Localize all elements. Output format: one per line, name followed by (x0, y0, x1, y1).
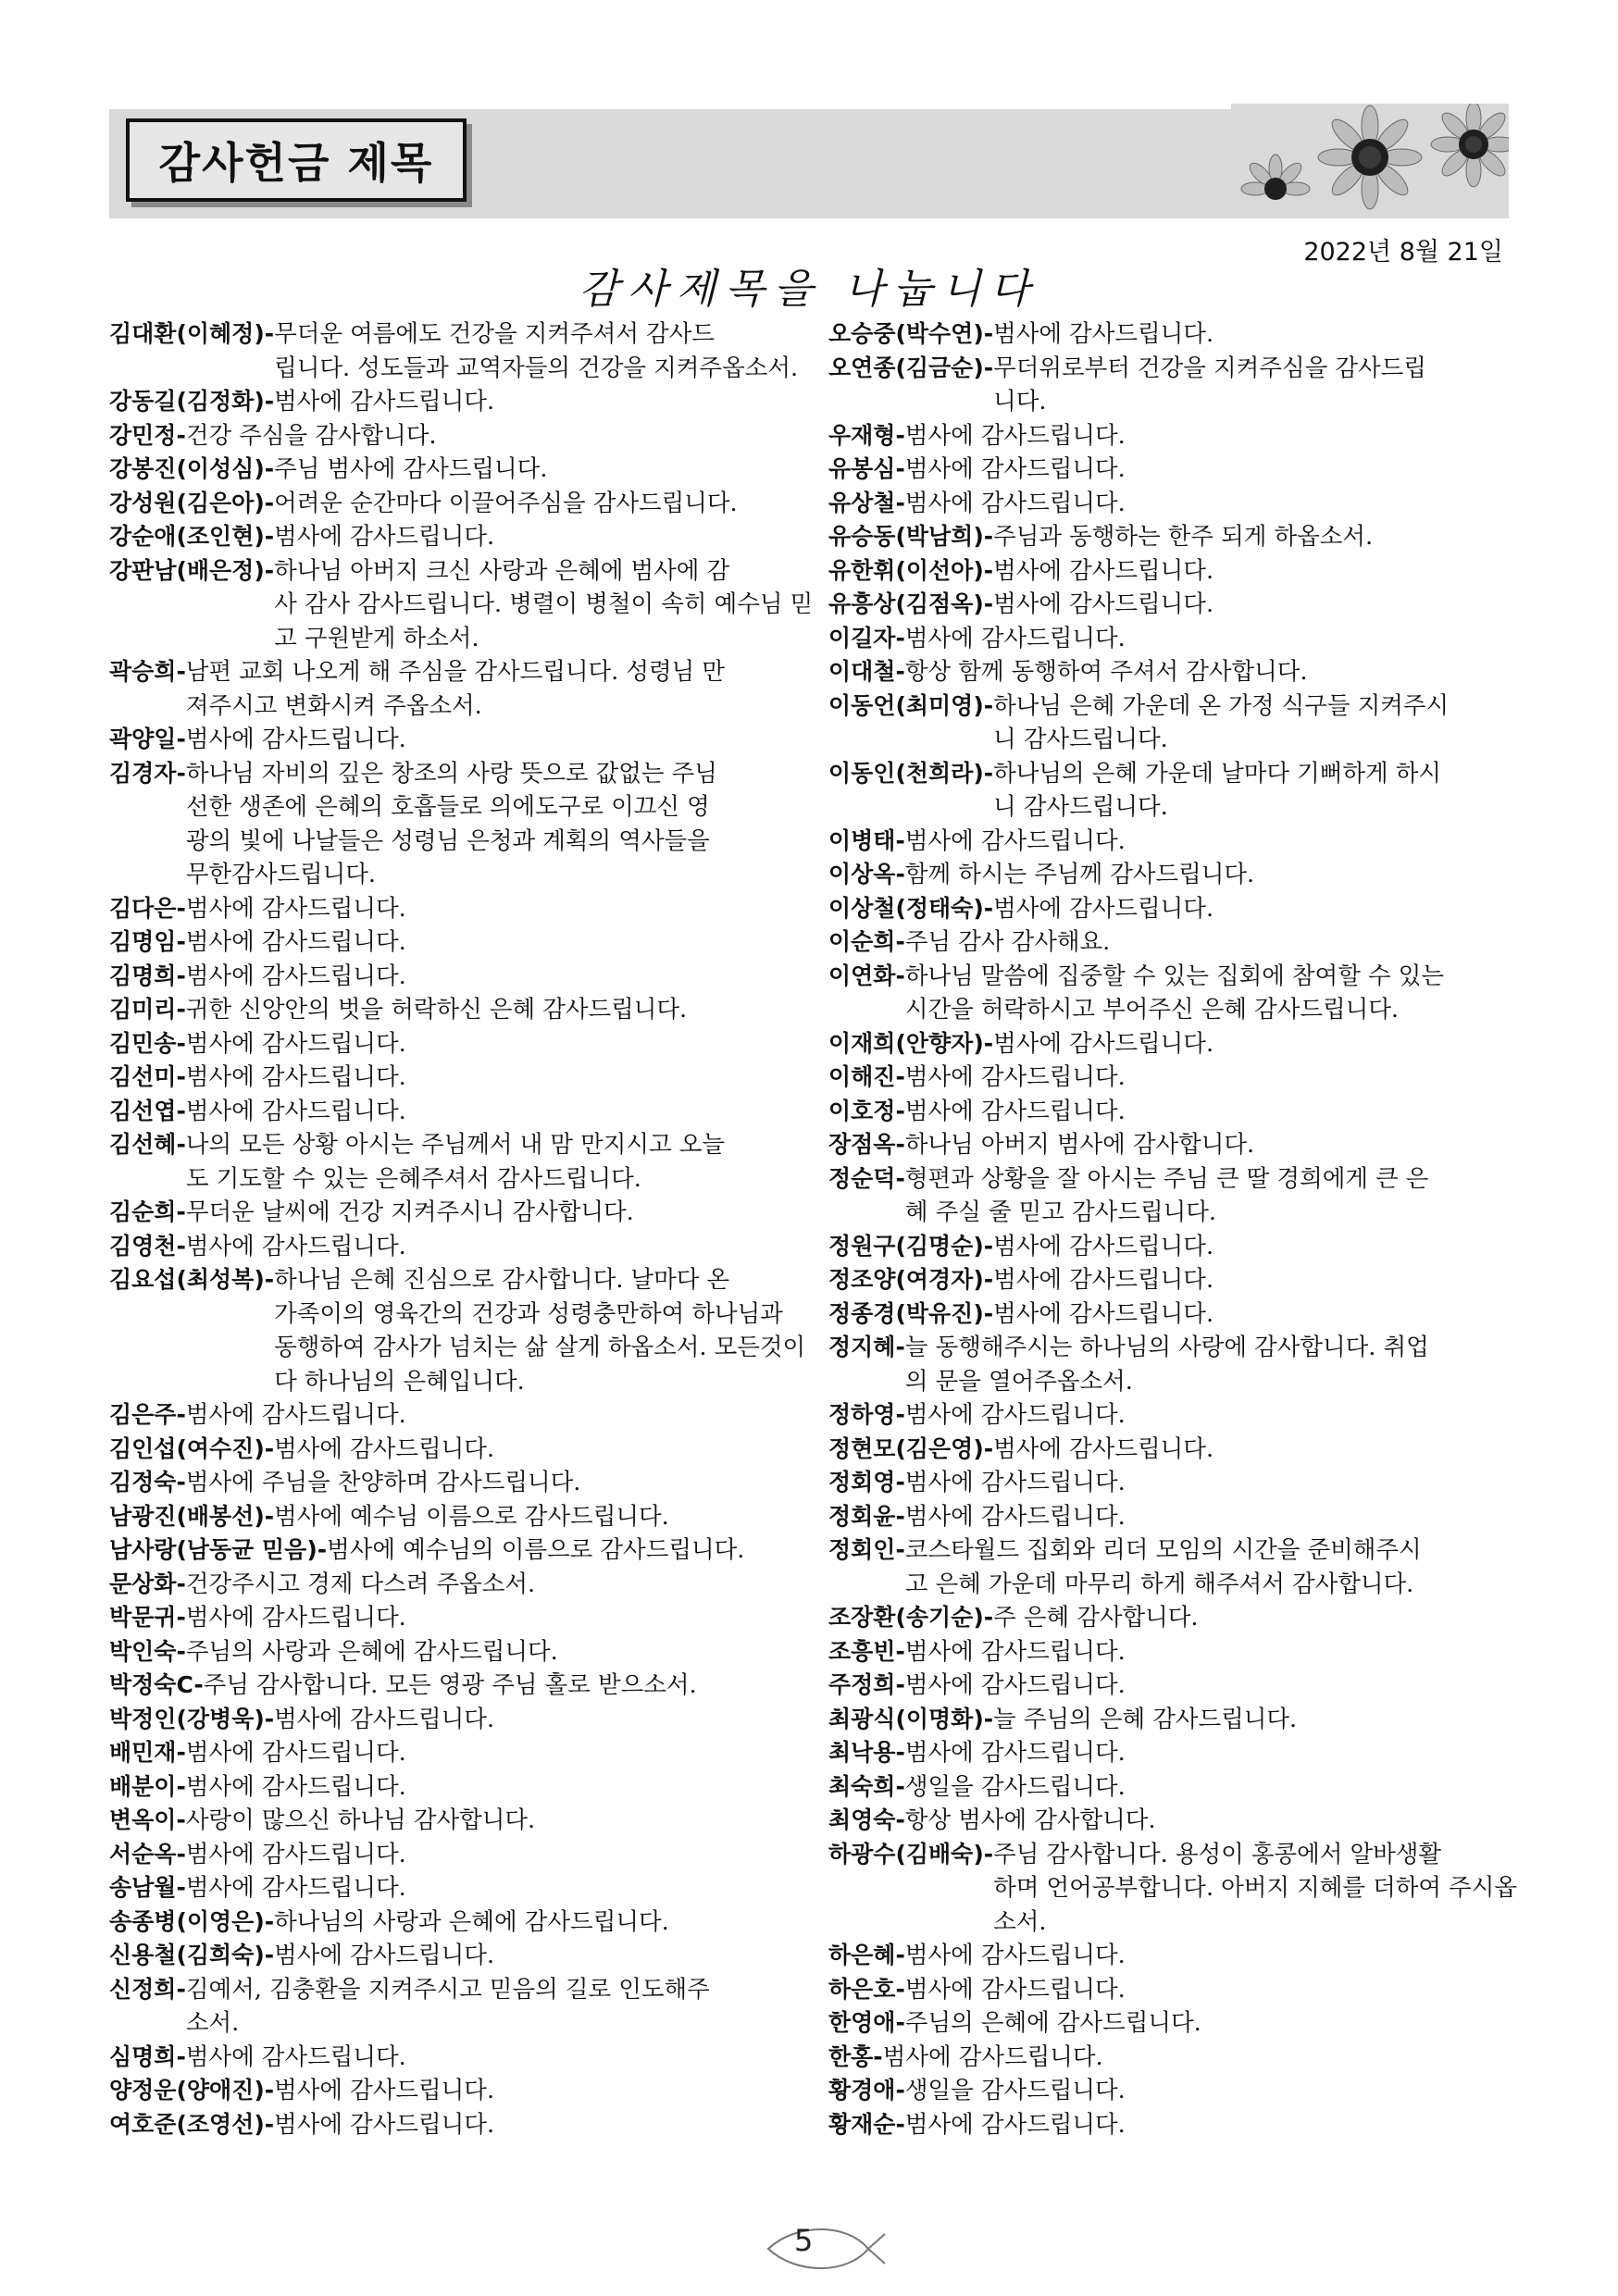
thanks-message: 하나님 은혜 진심으로 감사합니다. 날마다 온 (274, 1266, 730, 1294)
thanks-message-continued: 시간을 허락하시고 부어주신 은혜 감사드립니다. (904, 996, 1400, 1024)
member-name: 오연종(김금순)- (828, 354, 994, 381)
sunflower-image (1231, 104, 1509, 218)
thanks-message: 주님과 동행하는 한주 되게 하옵소서. (993, 523, 1374, 551)
thanks-message: 건강 주심을 감사합니다. (185, 421, 437, 450)
member-name: 박문귀- (109, 1604, 186, 1631)
member-name: 유상철- (828, 489, 905, 516)
thanks-entry (828, 1297, 1532, 1332)
thanks-entry (828, 554, 1532, 589)
thanks-entry (828, 588, 1532, 622)
member-name: 김선혜- (109, 1131, 186, 1158)
thanks-message: 범사에 감사드립니다. (904, 1063, 1126, 1091)
thanks-message: 범사에 감사드립니다. (274, 1434, 495, 1463)
thanks-message: 주님의 사랑과 은혜에 감사드립니다. (185, 1637, 558, 1666)
thanks-message-continued: 다 하나님의 은혜입니다. (274, 1367, 525, 1396)
section-title-box (126, 118, 467, 202)
thanks-entry (828, 1770, 1532, 1805)
member-name: 김은주- (109, 1401, 186, 1428)
member-name: 주정희- (828, 1671, 905, 1698)
thanks-entry (828, 1669, 1532, 1703)
thanks-message-continued: 선한 생존에 은혜의 호흡들로 의에도구로 이끄신 영 (185, 793, 710, 821)
thanks-message: 범사에 감사드립니다. (904, 455, 1126, 483)
thanks-entry (109, 892, 813, 926)
thanks-entry (109, 1601, 813, 1635)
thanks-entry (109, 1027, 813, 1061)
thanks-message: 범사에 감사드립니다. (904, 1637, 1126, 1666)
thanks-entry (109, 960, 813, 994)
thanks-message: 무더운 날씨에 건강 지켜주시니 감사합니다. (185, 1198, 634, 1226)
member-name: 여호준(조영선)- (109, 2110, 275, 2138)
thanks-message: 하나님 은혜 가운데 온 가정 식구들 지켜주시 (993, 691, 1450, 720)
thanks-message-continued: 의 문을 열어주옵소서. (904, 1367, 1133, 1396)
thanks-message: 범사에 감사드립니다. (185, 1739, 406, 1767)
thanks-entry (109, 317, 813, 385)
thanks-entry (828, 1128, 1532, 1162)
member-name: 정회인- (828, 1536, 905, 1563)
thanks-entry (828, 689, 1532, 757)
member-name: 김영천- (109, 1232, 186, 1260)
thanks-message-continued: 혜 주실 줄 믿고 감사드립니다. (904, 1198, 1216, 1226)
member-name: 정조양(여경자)- (828, 1266, 994, 1293)
member-name: 김인섭(여수진)- (109, 1434, 275, 1462)
thanks-message: 범사에 감사드립니다. (993, 1434, 1214, 1463)
thanks-entry (828, 1973, 1532, 2007)
thanks-message: 범사에 예수님의 이름으로 감사드립니다. (327, 1536, 745, 1564)
member-name: 정회영- (828, 1469, 905, 1496)
thanks-message: 생일을 감사드립니다. (904, 1772, 1126, 1801)
thanks-entry (828, 1635, 1532, 1669)
member-name: 배분이- (109, 1772, 186, 1800)
thanks-message-continued: 립니다. 성도들과 교역자들의 건강을 지켜주옵소서. (274, 354, 799, 382)
member-name: 정하영- (828, 1401, 905, 1428)
thanks-message: 범사에 감사드립니다. (185, 1232, 406, 1260)
member-name: 이동인(천희라)- (828, 759, 994, 787)
thanks-message: 범사에 감사드립니다. (185, 1772, 406, 1801)
member-name: 최숙희- (828, 1772, 905, 1800)
member-name: 박인숙- (109, 1637, 186, 1665)
thanks-entry (109, 554, 813, 656)
thanks-message: 범사에 감사드립니다. (904, 1975, 1126, 2004)
thanks-message: 항상 범사에 감사합니다. (904, 1806, 1156, 1834)
thanks-message: 범사에 감사드립니다. (185, 1029, 406, 1058)
member-name: 서순옥- (109, 1840, 186, 1868)
thanks-entry (828, 1466, 1532, 1500)
member-name: 양정운(양애진)- (109, 2077, 275, 2104)
issue-date: 2022년 8월 21일 (1303, 238, 1503, 267)
member-name: 김경자- (109, 759, 186, 787)
member-name: 송남월- (109, 1874, 186, 1901)
thanks-entry (828, 858, 1532, 892)
thanks-entry (109, 925, 813, 960)
member-name: 김요섭(최성복)- (109, 1266, 275, 1293)
thanks-entry (828, 1736, 1532, 1770)
member-name: 하은혜- (828, 1942, 905, 1968)
thanks-message-continued: 져주시고 변화시켜 주옵소서. (185, 691, 482, 720)
thanks-message-continued: 광의 빛에 나날들은 성령님 은청과 계획의 역사들을 (185, 826, 710, 855)
member-name: 최광식(이명화)- (828, 1705, 994, 1732)
thanks-message: 함께 하시는 주님께 감사드립니다. (904, 861, 1255, 888)
member-name: 강동길(김정화)- (109, 388, 275, 415)
member-name: 신용철(김희숙)- (109, 1942, 275, 1968)
member-name: 이재희(안향자)- (828, 1029, 994, 1057)
thanks-entry (828, 1939, 1532, 1973)
thanks-entry (828, 2041, 1532, 2075)
member-name: 조흥빈- (828, 1637, 905, 1665)
thanks-message-continued: 니 감사드립니다. (993, 726, 1168, 753)
thanks-message: 범사에 감사드립니다. (185, 2042, 406, 2071)
thanks-message: 범사에 감사드립니다. (904, 826, 1126, 855)
member-name: 정원구(김명순)- (828, 1232, 994, 1260)
member-name: 김미리- (109, 996, 186, 1023)
member-name: 최낙용- (828, 1739, 905, 1766)
thanks-message: 범사에 감사드립니다. (993, 894, 1214, 923)
thanks-message: 범사에 감사드립니다. (274, 2077, 495, 2104)
thanks-entry (109, 1669, 813, 1703)
thanks-entry (828, 1162, 1532, 1230)
thanks-message: 늘 동행해주시는 하나님의 사랑에 감사합니다. 취업 (904, 1334, 1429, 1361)
thanks-message: 사랑이 많으신 하나님 감사합니다. (185, 1806, 536, 1834)
member-name: 김선엽- (109, 1097, 186, 1124)
member-name: 정종경(박유진)- (828, 1299, 994, 1327)
thanks-message: 하나님 말씀에 집중할 수 있는 집회에 참여할 수 있는 (904, 962, 1444, 990)
thanks-entry (828, 1061, 1532, 1095)
thanks-message: 범사에 감사드립니다. (274, 1942, 495, 1969)
thanks-entry (109, 487, 813, 521)
thanks-entry (828, 1804, 1532, 1838)
thanks-message-continued: 도 기도할 수 있는 은혜주셔서 감사드립니다. (185, 1164, 641, 1193)
member-name: 우재형- (828, 421, 905, 449)
member-name: 이해진- (828, 1063, 905, 1090)
thanks-message: 범사에 감사드립니다. (185, 894, 406, 923)
member-name: 하은호- (828, 1975, 905, 2003)
thanks-message: 범사에 감사드립니다. (904, 1942, 1126, 1969)
thanks-message: 범사에 감사드립니다. (993, 1232, 1214, 1260)
thanks-message: 하나님 자비의 깊은 창조의 사랑 뜻으로 값없는 주님 (185, 759, 717, 788)
member-name: 곽승희- (109, 658, 186, 685)
section-title: 감사헌금 제목 (158, 138, 434, 188)
thanks-message: 범사에 감사드립니다. (993, 320, 1214, 348)
thanks-entry (109, 1568, 813, 1602)
thanks-message: 주님의 은혜에 감사드립니다. (904, 2009, 1201, 2037)
thanks-message: 범사에 감사드립니다. (904, 624, 1126, 652)
member-name: 한홍- (828, 2042, 883, 2070)
thanks-entry (828, 825, 1532, 859)
thanks-entry (109, 1804, 813, 1838)
member-name: 박정숙C- (109, 1671, 204, 1698)
thanks-message: 귀한 신앙안의 벗을 허락하신 은혜 감사드립니다. (185, 996, 688, 1024)
member-name: 강봉진(이성심)- (109, 455, 275, 482)
member-name: 정회윤- (828, 1502, 905, 1530)
member-name: 유흥상(김점옥)- (828, 590, 994, 617)
thanks-message: 하나님 아버지 범사에 감사합니다. (904, 1131, 1255, 1159)
member-name: 강판남(배은정)- (109, 556, 275, 584)
thanks-message: 생일을 감사드립니다. (904, 2077, 1126, 2104)
member-name: 최영숙- (828, 1806, 905, 1833)
member-name: 한영애- (828, 2009, 905, 2036)
thanks-message-continued: 고 은혜 가운데 마무리 하게 해주셔서 감사합니다. (904, 1570, 1414, 1598)
thanks-entry (109, 1196, 813, 1230)
member-name: 김선미- (109, 1063, 186, 1090)
thanks-message: 범사에 감사드립니다. (993, 556, 1214, 585)
member-name: 오승중(박수연)- (828, 320, 994, 347)
thanks-entry (828, 1263, 1532, 1297)
thanks-entry (109, 1533, 813, 1568)
thanks-message: 주님 감사 감사해요. (904, 928, 1111, 956)
thanks-message: 범사에 감사드립니다. (274, 1705, 495, 1733)
thanks-entry (828, 757, 1532, 825)
thanks-entry (828, 1331, 1532, 1398)
thanks-entry (828, 1838, 1532, 1940)
thanks-message: 형편과 상황을 잘 아시는 주님 큰 딸 경희에게 큰 은 (904, 1164, 1429, 1193)
thanks-message: 하나님의 은혜 가운데 날마다 기뻐하게 하시 (993, 759, 1442, 788)
member-name: 강민정- (109, 421, 186, 449)
member-name: 하광수(김배숙)- (828, 1840, 994, 1868)
thanks-entry (109, 1230, 813, 1264)
fish-page-emblem (759, 2219, 889, 2278)
thanks-message: 범사에 감사드립니다. (185, 1874, 406, 1902)
thanks-message: 범사에 감사드립니다. (274, 2110, 495, 2139)
thanks-message-continued: 무한감사드립니다. (185, 861, 376, 888)
thanks-message: 항상 함께 동행하여 주셔서 감사합니다. (904, 658, 1308, 686)
thanks-message: 무더운 여름에도 건강을 지켜주셔서 감사드 (274, 320, 715, 348)
thanks-entry (828, 960, 1532, 1027)
thanks-message: 범사에 감사드립니다. (185, 1063, 406, 1091)
thanks-entry (828, 655, 1532, 689)
thanks-entry (828, 1027, 1532, 1061)
thanks-entry (109, 1871, 813, 1905)
thanks-entry (828, 2006, 1532, 2041)
thanks-message-continued: 소서. (185, 2009, 240, 2037)
left-column (109, 317, 813, 2141)
thanks-entry (109, 1263, 813, 1398)
member-name: 곽양일- (109, 726, 186, 752)
thanks-message: 늘 주님의 은혜 감사드립니다. (993, 1705, 1298, 1733)
member-name: 정지혜- (828, 1334, 905, 1360)
thanks-message: 범사에 주님을 찬양하며 감사드립니다. (185, 1469, 581, 1496)
thanks-message-continued: 니다. (993, 388, 1047, 416)
thanks-entry (109, 1128, 813, 1196)
thanks-message: 하나님의 사랑과 은혜에 감사드립니다. (274, 1907, 669, 1936)
thanks-message-continued: 동행하여 감사가 넘치는 삶 살게 하옵소서. 모든것이 (274, 1334, 806, 1361)
thanks-entry (828, 520, 1532, 554)
thanks-message: 범사에 감사드립니다. (904, 1401, 1126, 1429)
member-name: 황재순- (828, 2110, 905, 2138)
thanks-message: 범사에 감사드립니다. (993, 1266, 1214, 1294)
thanks-entry (828, 1703, 1532, 1737)
thanks-message: 범사에 감사드립니다. (185, 962, 406, 990)
thanks-entry (828, 622, 1532, 656)
right-column (828, 317, 1532, 2141)
thanks-entry (828, 419, 1532, 453)
thanks-entry (109, 2074, 813, 2108)
thanks-message-continued: 니 감사드립니다. (993, 793, 1168, 821)
member-name: 이연화- (828, 962, 905, 989)
member-name: 유한휘(이선아)- (828, 556, 994, 584)
member-name: 김정숙- (109, 1469, 186, 1496)
member-name: 장점옥- (828, 1131, 905, 1158)
member-name: 이순희- (828, 928, 905, 955)
thanks-message: 범사에 감사드립니다. (185, 1097, 406, 1125)
thanks-message-continued: 소서. (993, 1907, 1047, 1936)
thanks-entry (109, 419, 813, 453)
member-name: 김민송- (109, 1029, 186, 1057)
thanks-entry (828, 1230, 1532, 1264)
thanks-message: 범사에 감사드립니다. (993, 590, 1214, 618)
thanks-message: 범사에 감사드립니다. (904, 489, 1126, 517)
thanks-message: 범사에 감사드립니다. (904, 1671, 1126, 1699)
thanks-entry (109, 385, 813, 419)
thanks-entry (109, 1398, 813, 1433)
thanks-message: 주님 범사에 감사드립니다. (274, 455, 548, 483)
thanks-entry (109, 1973, 813, 2041)
thanks-entry (109, 1736, 813, 1770)
thanks-entry (109, 1635, 813, 1669)
thanks-entry (109, 2108, 813, 2142)
thanks-entry (828, 892, 1532, 926)
thanks-message: 코스타월드 집회와 리더 모임의 시간을 준비해주시 (904, 1536, 1422, 1564)
thanks-message: 범사에 감사드립니다. (904, 1739, 1126, 1767)
thanks-entry (109, 453, 813, 487)
thanks-message-continued: 고 구원받게 하소서. (274, 624, 479, 652)
page-number: 5 (794, 2223, 814, 2258)
page-heading: 감사제목을 나눕니다 (579, 266, 1039, 313)
thanks-entry (109, 1939, 813, 1973)
thanks-message: 무더위로부터 건강을 지켜주심을 감사드립 (993, 354, 1426, 382)
member-name: 이호정- (828, 1097, 905, 1124)
member-name: 황경애- (828, 2077, 905, 2104)
thanks-message: 김예서, 김충환을 지켜주시고 믿음의 길로 인도해주 (185, 1975, 710, 2004)
thanks-message: 범사에 감사드립니다. (904, 1097, 1126, 1125)
thanks-entry (109, 993, 813, 1027)
thanks-message: 주님 감사합니다. 모든 영광 주님 홀로 받으소서. (203, 1671, 697, 1699)
thanks-message: 범사에 감사드립니다. (185, 1604, 406, 1632)
thanks-entry (828, 352, 1532, 419)
thanks-message: 범사에 감사드립니다. (185, 1401, 406, 1429)
member-name: 조장환(송기순)- (828, 1604, 994, 1631)
thanks-entry (828, 453, 1532, 487)
member-name: 이길자- (828, 624, 905, 652)
thanks-entry (109, 1905, 813, 1940)
thanks-message: 범사에 감사드립니다. (882, 2042, 1103, 2071)
member-name: 문상화- (109, 1570, 186, 1597)
thanks-entry (828, 1533, 1532, 1601)
thanks-message: 범사에 감사드립니다. (904, 1502, 1126, 1531)
member-name: 이상옥- (828, 861, 905, 887)
member-name: 남사랑(남동균 믿음)- (109, 1536, 328, 1563)
thanks-entry (109, 655, 813, 723)
member-name: 정순덕- (828, 1164, 905, 1192)
thanks-entry (828, 2108, 1532, 2142)
thanks-message: 건강주시고 경제 다스려 주옵소서. (185, 1570, 536, 1598)
member-name: 김명희- (109, 962, 186, 989)
thanks-message: 범사에 감사드립니다. (185, 928, 406, 956)
member-name: 김명임- (109, 928, 186, 955)
thanks-entry (109, 1466, 813, 1500)
member-name: 김대환(이혜정)- (109, 320, 275, 347)
member-name: 강순애(조인현)- (109, 523, 275, 550)
member-name: 김다은- (109, 894, 186, 922)
member-name: 유승동(박남희)- (828, 523, 994, 550)
thanks-entry (109, 1061, 813, 1095)
member-name: 배민재- (109, 1739, 186, 1766)
thanks-message: 범사에 감사드립니다. (993, 1029, 1214, 1058)
member-name: 정현모(김은영)- (828, 1434, 994, 1462)
thanks-entry (828, 1433, 1532, 1467)
thanks-entry (828, 1500, 1532, 1534)
thanks-entry (109, 1838, 813, 1872)
thanks-message: 주님 감사합니다. 용성이 홍콩에서 알바생활 (993, 1840, 1442, 1868)
thanks-entry (828, 1398, 1532, 1433)
thanks-entry (109, 1770, 813, 1805)
member-name: 이대철- (828, 658, 905, 685)
thanks-entry (109, 2041, 813, 2075)
member-name: 심명희- (109, 2042, 186, 2070)
member-name: 유봉심- (828, 455, 905, 482)
thanks-entry (109, 723, 813, 757)
thanks-message: 범사에 감사드립니다. (185, 726, 406, 753)
thanks-entry (828, 317, 1532, 352)
thanks-message-continued: 가족이의 영육간의 건강과 성령충만하여 하나님과 (274, 1299, 783, 1328)
thanks-entry (828, 2074, 1532, 2108)
member-name: 이병태- (828, 826, 905, 854)
thanks-message: 어려운 순간마다 이끌어주심을 감사드립니다. (274, 489, 738, 517)
thanks-entry (109, 1703, 813, 1737)
thanks-message: 범사에 감사드립니다. (904, 421, 1126, 450)
member-name: 이동언(최미영)- (828, 691, 994, 719)
member-name: 이상철(정태숙)- (828, 894, 994, 922)
thanks-message: 주 은혜 감사합니다. (993, 1604, 1199, 1632)
member-name: 박정인(강병욱)- (109, 1705, 275, 1732)
thanks-entry (109, 1095, 813, 1129)
thanks-entry (109, 757, 813, 892)
thanks-message: 범사에 감사드립니다. (274, 388, 495, 416)
member-name: 김순희- (109, 1198, 186, 1225)
thanks-message-continued: 사 감사 감사드립니다. 병렬이 병철이 속히 예수님 믿 (274, 590, 814, 618)
thanks-message: 범사에 감사드립니다. (993, 1299, 1214, 1328)
thanks-message: 범사에 감사드립니다. (904, 1469, 1126, 1496)
thanks-message-continued: 하며 언어공부합니다. 아버지 지혜를 더하여 주시옵 (993, 1874, 1518, 1902)
thanks-message: 범사에 감사드립니다. (185, 1840, 406, 1868)
thanks-message: 남편 교회 나오게 해 주심을 감사드립니다. 성령님 만 (185, 658, 725, 686)
thanks-entry (109, 1500, 813, 1534)
thanks-entry (109, 1433, 813, 1467)
thanks-message: 나의 모든 상황 아시는 주님께서 내 맘 만지시고 오늘 (185, 1131, 725, 1159)
member-name: 송종병(이영은)- (109, 1907, 275, 1935)
member-name: 변옥이- (109, 1806, 186, 1833)
thanks-entry (828, 1601, 1532, 1635)
thanks-entry (828, 925, 1532, 960)
thanks-entry (109, 520, 813, 554)
member-name: 강성원(김은아)- (109, 489, 275, 516)
thanks-message: 하나님 아버지 크신 사랑과 은혜에 범사에 감 (274, 556, 730, 585)
thanks-message: 범사에 감사드립니다. (904, 2110, 1126, 2139)
thanks-entry (828, 487, 1532, 521)
member-name: 남광진(배봉선)- (109, 1502, 275, 1530)
thanks-entry (828, 1095, 1532, 1129)
thanks-message: 범사에 예수님 이름으로 감사드립니다. (274, 1502, 669, 1531)
member-name: 신정희- (109, 1975, 186, 2003)
thanks-message: 범사에 감사드립니다. (274, 523, 495, 551)
